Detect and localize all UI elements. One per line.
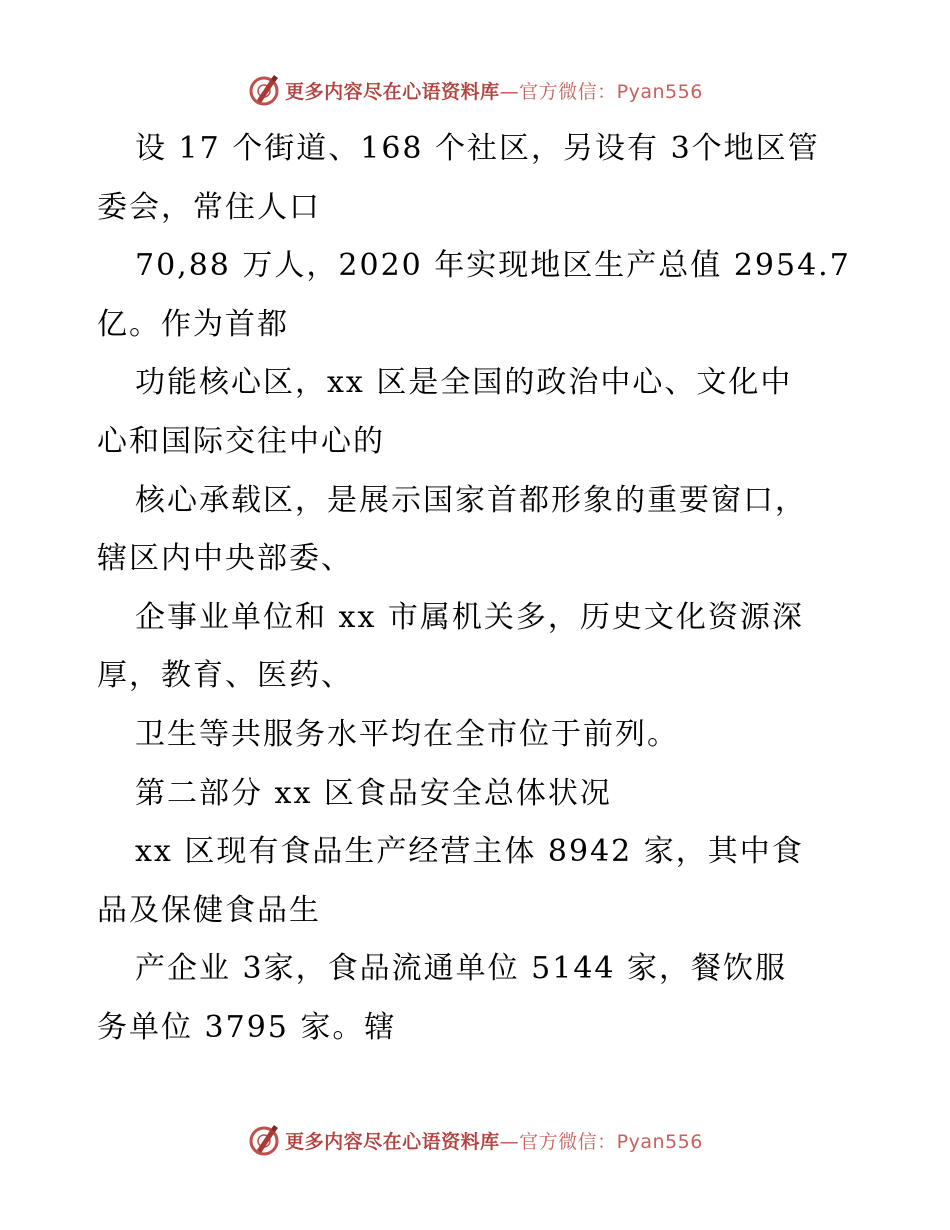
footer-banner [0,1120,950,1160]
body-line: 产企业 3家，食品流通单位 5144 家，餐饮服 [135,951,788,987]
header-banner-text [285,77,703,104]
body-line: 卫生等共服务水平均在全市位于前列。 [135,716,679,752]
document-body [97,120,877,1058]
body-line: 设 17 个街道、168 个社区，另设有 3个地区管 [135,131,820,166]
body-line: 辖区内中央部委、 [97,541,353,577]
footer-banner-separator: — [499,1130,520,1153]
body-line: 核心承载区，是展示国家首都形象的重要窗口， [135,482,807,518]
footer-banner-lead: 更多内容尽在心语资料库 [285,1130,500,1153]
body-line: 心和国际交往中心的 [97,423,385,459]
body-line: 70,88 万人，2020 年实现地区生产总值 2954.7 [135,248,851,284]
header-banner-wechat: 官方微信：Pyan556 [519,80,703,103]
footer-banner-text [285,1127,703,1154]
body-line: 委会，常住人口 [97,189,321,225]
body-line: 亿。作为首都 [97,306,289,342]
header-banner-separator: — [499,80,520,103]
pen-circle-logo-icon [247,1123,281,1157]
section-heading: 第二部分 xx 区食品安全总体状况 [135,775,612,811]
body-line: 企事业单位和 xx 市属机关多，历史文化资源深 [135,599,804,635]
pen-circle-logo-icon [247,73,281,107]
footer-banner-wechat: 官方微信：Pyan556 [519,1130,703,1153]
header-banner-lead: 更多内容尽在心语资料库 [285,80,500,103]
body-line: xx 区现有食品生产经营主体 8942 家，其中食 [135,834,804,870]
body-line: 功能核心区，xx 区是全国的政治中心、文化中 [135,365,793,401]
body-line: 厚，教育、医药、 [97,658,353,694]
body-line: 品及保健食品生 [97,892,321,928]
body-line: 务单位 3795 家。辖 [97,1009,397,1045]
header-banner [0,70,950,110]
